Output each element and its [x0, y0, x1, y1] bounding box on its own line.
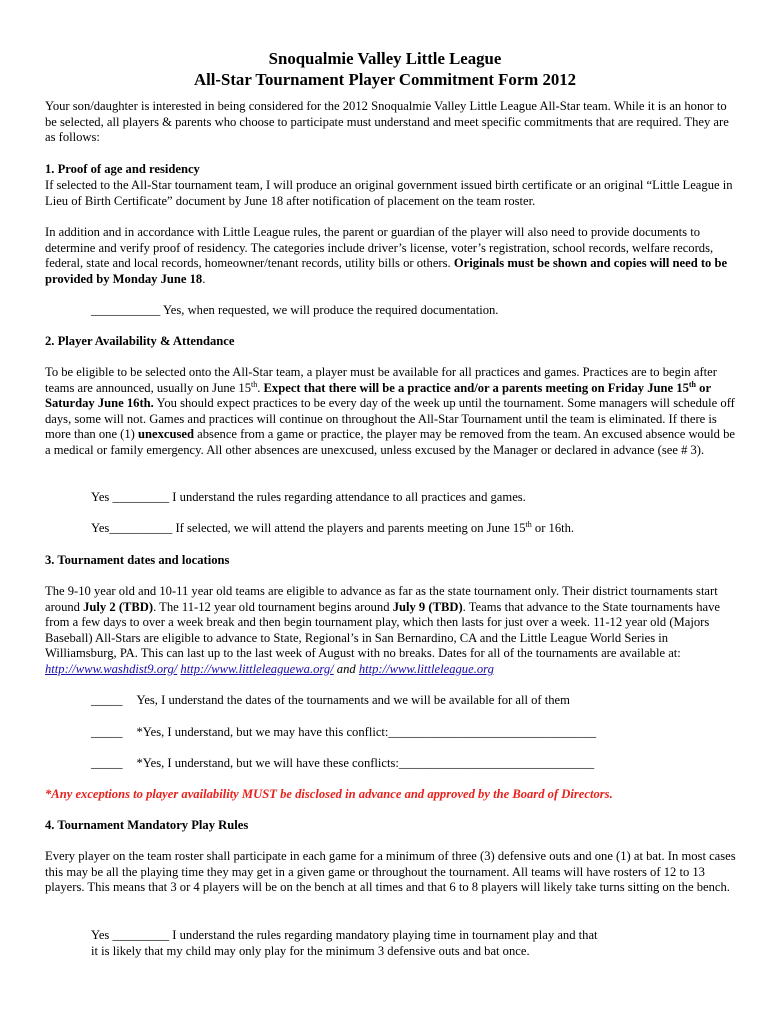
ack-meeting-text: If selected, we will attend the players and parents meeting on June 15 [172, 521, 526, 535]
section2-ack-attendance [91, 490, 741, 506]
section1-birth-certificate-text: If selected to the All-Star tournament team, I will produce an original government issued birth certificate or an original “Little League in Lieu of Birth Certificate” document by June 18 after notification of placement on the team roster. [45, 178, 733, 208]
majors-start-date: July 9 (TBD) [392, 599, 463, 614]
ack-attendance-yes: Yes [91, 490, 110, 504]
section2-attendance-text [45, 365, 740, 459]
intro-paragraph: Your son/daughter is interested in being considered for the 2012 Snoqualmie Valley Little League All-Star team. While it is an honor to be selected, all players & parents who choose to participate must understand and meet specific commitments that are required. They are as follows: [45, 99, 729, 145]
meeting-notice-sup: th [688, 379, 697, 389]
ack-meeting-sup: th [525, 520, 532, 529]
section1-acknowledgement [91, 303, 741, 319]
attendance-sup-th: th [251, 379, 258, 389]
section4-heading: 4. Tournament Mandatory Play Rules [45, 818, 249, 832]
residency-period: . [202, 271, 206, 286]
option-will-conflict-text: *Yes, I understand, but we will have these conflicts:_______________________________ [136, 756, 595, 770]
section3-option-may-conflict [91, 725, 741, 741]
section3-option-available [91, 693, 741, 709]
option-will-conflict-blank[interactable]: _____ [91, 756, 123, 770]
washdist9-link[interactable]: http://www.washdist9.org/ [45, 661, 178, 676]
meeting-notice-a: Expect that there will be a practice and/or a parents meeting on Friday June 15 [263, 380, 689, 395]
option-available-text: Yes, I understand the dates of the tournaments and we will be available for all of them [136, 693, 570, 707]
ack-attendance-blank[interactable]: _________ [109, 490, 170, 504]
availability-exception-notice: *Any exceptions to player availability MUST be disclosed in advance and approved by the Board of Directors. [45, 787, 613, 801]
attendance-text-d: absence from a game or practice, the player may be removed from the team. An excused absence would be a medical or family emergency. All other absences are unexcused, unless excused by the Manager or declared in advance (see # 3). [45, 427, 735, 457]
ack-attendance-text: I understand the rules regarding attendance to all practices and games. [169, 490, 526, 504]
option-may-conflict-text: *Yes, I understand, but we may have this conflict:_________________________________ [136, 725, 597, 739]
section4-play-rules-text: Every player on the team roster shall participate in each game for a minimum of three (3) defensive outs and one (1) at bat. In most cases this may be all the playing time they may get in a given game or throughout the tournament. All teams will have rosters of 12 to 13 players. This means that 3 or 4 players will be on the bench at all times and that 6 to 8 players will likely take turns sitting on the bench. [45, 849, 736, 895]
meeting-notice-b: or Saturday June 16th. [45, 380, 711, 411]
section3-dates-text [45, 584, 740, 678]
residency-body: In addition and in accordance with Little League rules, the parent or guardian of the player will also need to provide documents to determine and verify proof of residency. The categories include driver’s license, voter’s registration, school records, welfare records, federal, state and local records, homeowner/tenant records, utility bills or others. [45, 225, 714, 271]
section3-option-will-conflict [91, 756, 741, 772]
section3-heading: 3. Tournament dates and locations [45, 553, 230, 567]
district-start-date: July 2 (TBD) [83, 599, 154, 614]
form-title-commitment: All-Star Tournament Player Commitment Form 2012 [193, 70, 577, 89]
dates-text-b: . The 11-12 year old tournament begins around [153, 599, 393, 614]
option-may-conflict-blank[interactable]: _____ [91, 725, 123, 739]
ack-meeting-blank[interactable]: __________ [109, 521, 173, 535]
attendance-text-a: To be eligible to be selected onto the All-Star team, a player must be available for all practices and games. Practices are to begin after teams are announced, usually on June 15 [45, 365, 717, 395]
littleleaguewa-link[interactable]: http://www.littleleaguewa.org/ [180, 661, 334, 676]
section4-ack-line1: Yes _________ I understand the rules regarding mandatory playing time in tournament play and that [91, 928, 598, 942]
form-title-league: Snoqualmie Valley Little League [268, 49, 502, 68]
links-and-text: and [333, 661, 359, 676]
attendance-text-b: . [257, 380, 264, 395]
section2-heading: 2. Player Availability & Attendance [45, 334, 235, 348]
section1-ack-blank[interactable]: ___________ [91, 303, 161, 317]
option-available-blank[interactable]: _____ [91, 693, 123, 707]
attendance-text-c: You should expect practices to be every day of the week up until the tournament. Some managers will schedule off days, some will not. Games and practices will continue on throughout the All-Star Tournament until the team is eliminated. If there is more than one (1) [45, 396, 735, 442]
residency-originals-notice: Originals must be shown and copies will need to be provided by Monday June 18 [45, 256, 728, 286]
section1-ack-text: Yes, when requested, we will produce the required documentation. [160, 303, 499, 317]
unexcused-word: unexcused [138, 427, 195, 442]
dates-text-c: . Teams that advance to the State tournaments have from a few days to over a week break and then begin tournament play, which then lasts for just over a week. 11-12 year old (Majors Baseball) All-Stars are eligible to advance to State, Regional’s in San Bernardino, CA and the Little League World Series in Williamsburg, PA. This can last up to the last week of August with no breaks. Dates for all of the tournaments are available at: [45, 599, 720, 661]
littleleague-link[interactable]: http://www.littleleague.org [358, 661, 494, 676]
section4-ack-line2: it is likely that my child may only play for the minimum 3 defensive outs and bat once. [91, 944, 530, 958]
section1-residency-text [45, 225, 740, 287]
section1-heading: 1. Proof of age and residency [45, 162, 200, 176]
section2-ack-meeting [91, 521, 741, 537]
ack-meeting-yes: Yes [91, 521, 110, 535]
dates-text-a: The 9-10 year old and 10-11 year old teams are eligible to advance as far as the state tournament only. Their district tournaments start around [45, 584, 718, 614]
ack-meeting-end: or 16th. [531, 521, 575, 535]
